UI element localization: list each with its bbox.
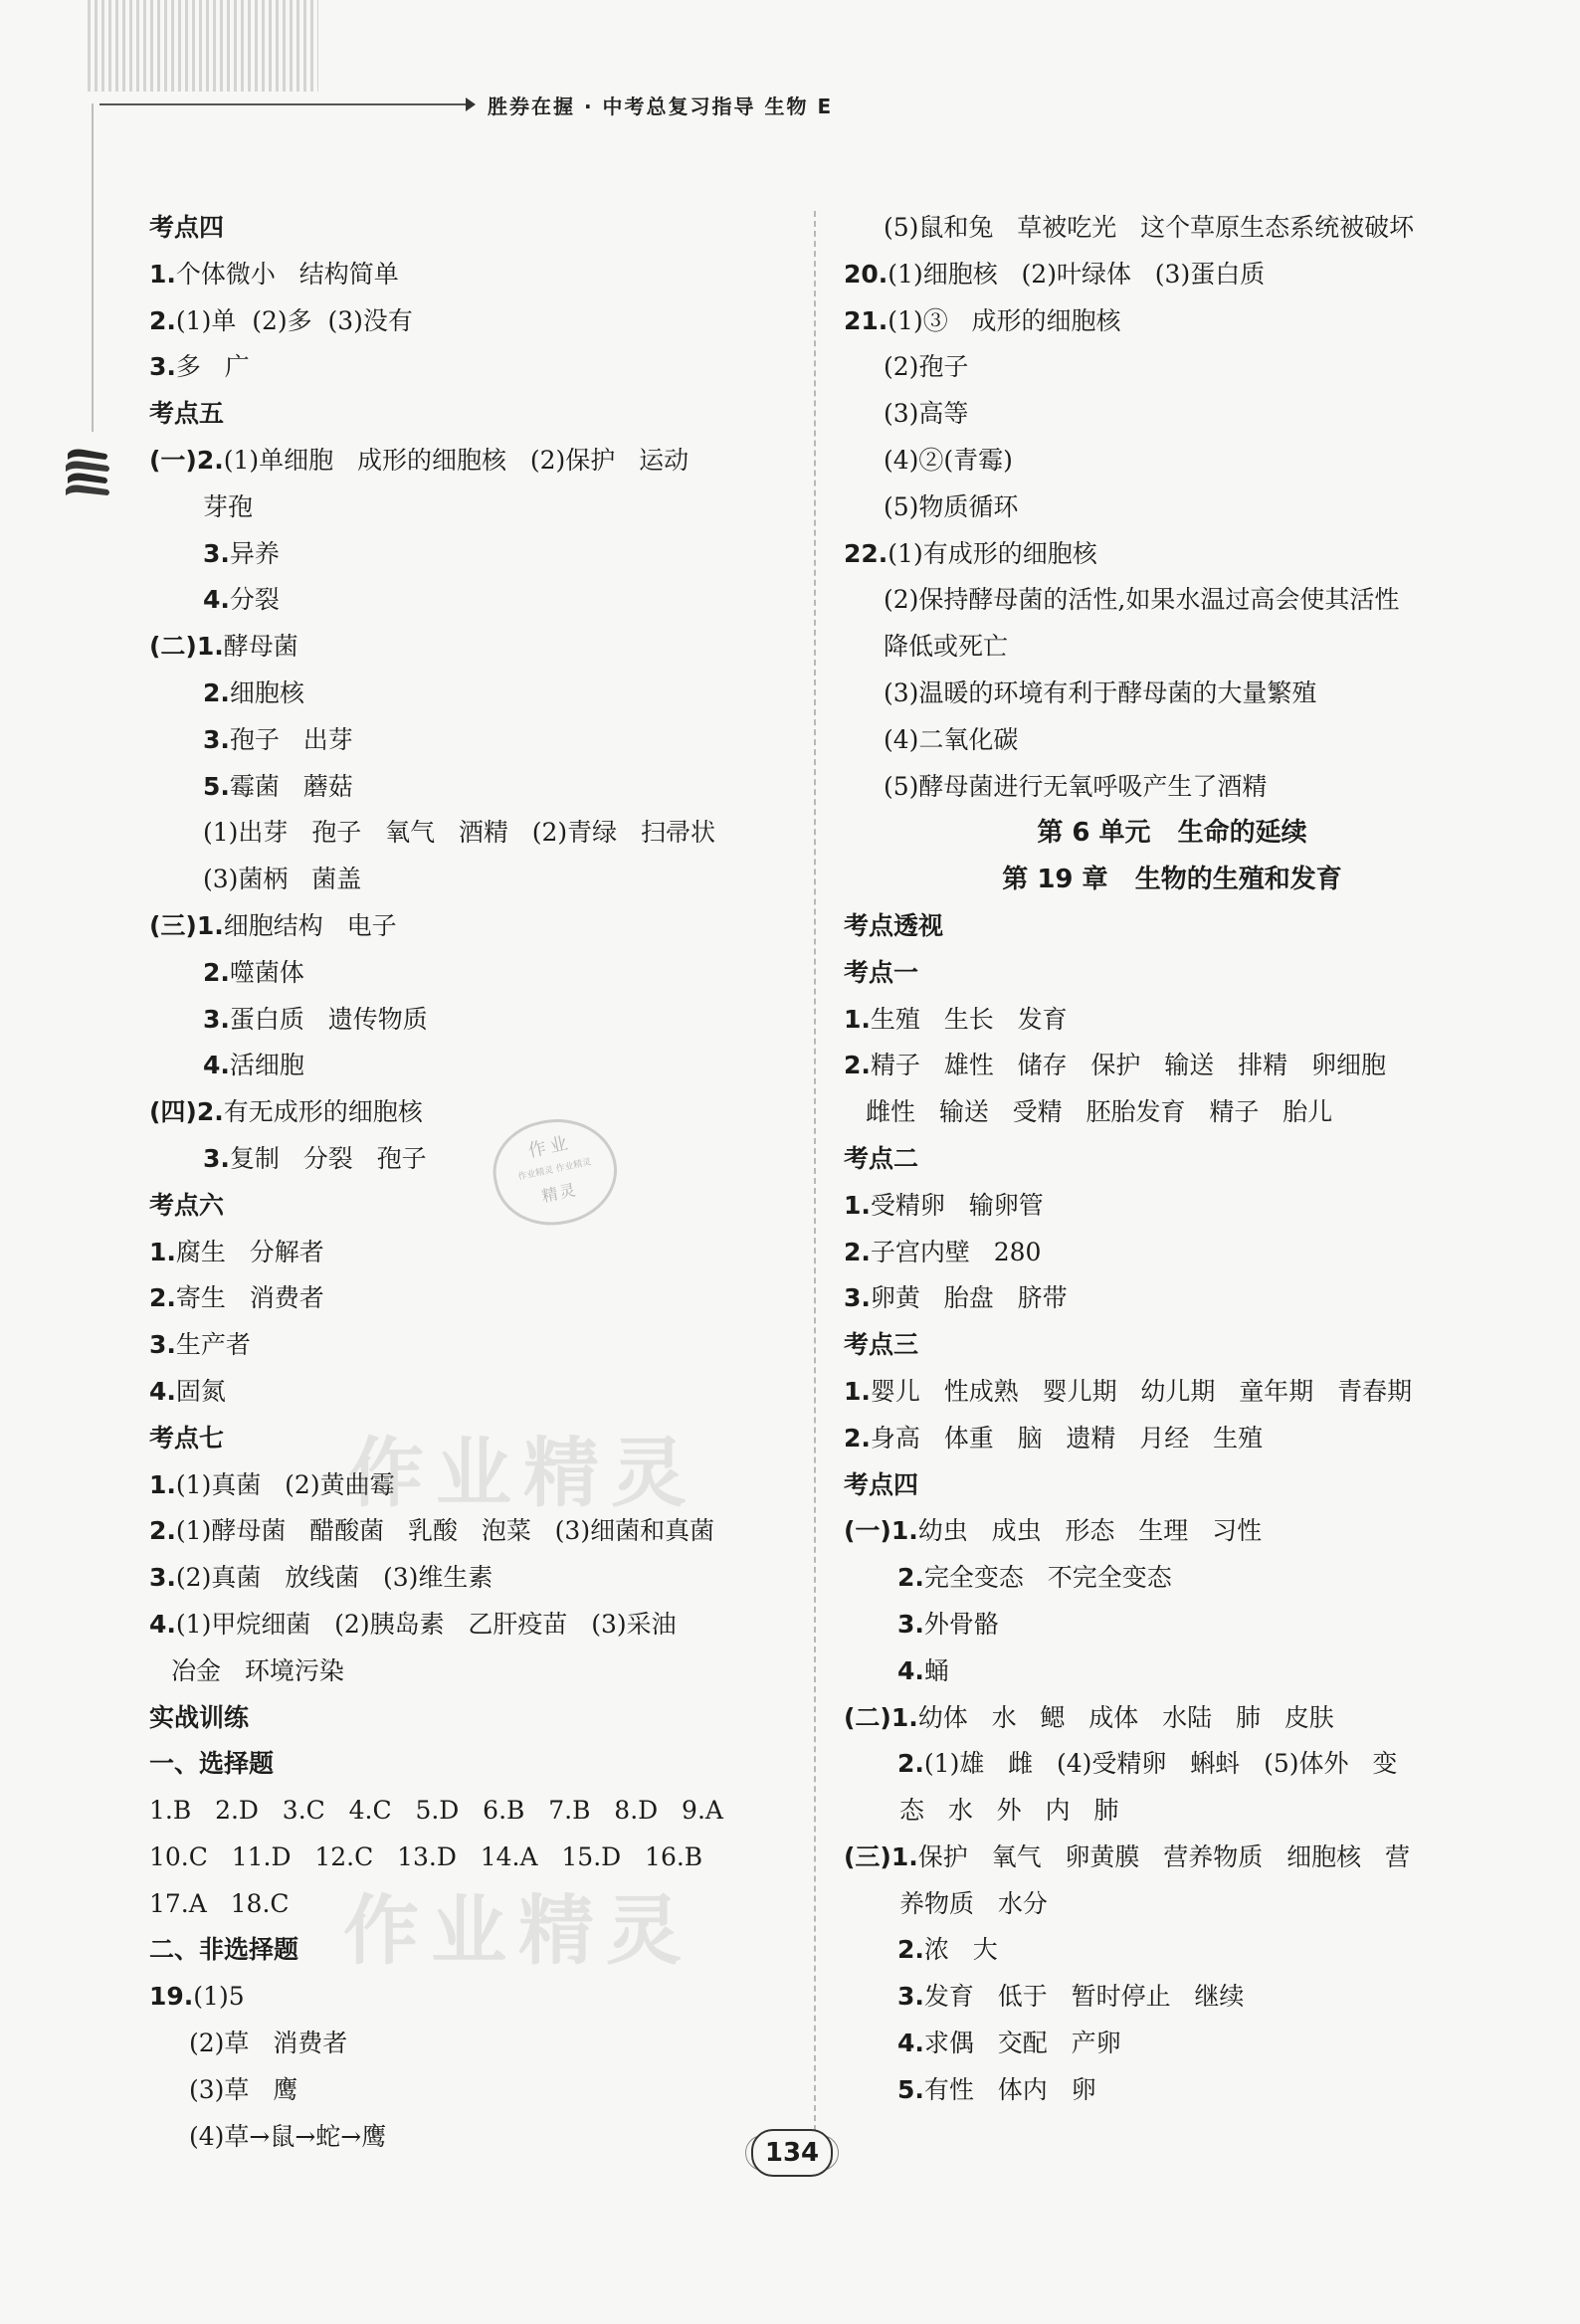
answer-line <box>844 1927 1500 1974</box>
answer-text: 蛋白质 遗传物质 <box>229 1004 428 1034</box>
answer-text: 生产者 <box>175 1330 251 1360</box>
answer-text: 有无成形的细胞核 <box>223 1097 423 1127</box>
answer-text: (1)雄 雌 (4)受精卵 蝌蚪 (5)体外 变 <box>923 1749 1398 1779</box>
answer-text: 幼体 水 鳃 成体 水陆 肺 皮肤 <box>917 1702 1334 1732</box>
section-heading: 考点二 <box>844 1143 919 1173</box>
section-heading: 考点一 <box>844 957 919 987</box>
answer-text: 冶金 环境污染 <box>171 1655 344 1685</box>
answer-line <box>149 997 796 1044</box>
answer-text: (3)温暖的环境有利于酵母菌的大量繁殖 <box>884 678 1317 707</box>
answer-text: 个体微小 结构简单 <box>175 259 399 289</box>
answer-line <box>844 997 1500 1044</box>
answer-line <box>149 1275 796 1322</box>
item-number: 2. <box>844 1237 871 1266</box>
answer-line <box>844 1369 1500 1416</box>
answer-line <box>149 671 796 717</box>
item-number: 3. <box>149 1330 176 1360</box>
answer-line <box>844 2067 1500 2114</box>
item-number: 2. <box>149 305 176 335</box>
item-number: 2. <box>149 1516 176 1546</box>
answer-text: 态 水 外 内 肺 <box>899 1796 1119 1826</box>
answer-line <box>844 1043 1500 1089</box>
answer-text: 芽孢 <box>203 491 254 521</box>
answer-line <box>844 1183 1500 1230</box>
answer-line <box>149 2067 796 2114</box>
answer-text: 完全变态 不完全变态 <box>923 1563 1172 1593</box>
answer-line <box>844 1089 1500 1136</box>
item-number: 1. <box>844 1004 871 1034</box>
answer-line <box>844 298 1500 345</box>
answer-text: (1)有成形的细胞核 <box>888 538 1097 568</box>
watermark: 作业精灵 <box>348 1429 698 1517</box>
answer-text: 精子 雄性 储存 保护 输送 排精 卵细胞 <box>870 1051 1386 1080</box>
answer-text: 养物质 水分 <box>899 1888 1048 1918</box>
answer-line <box>844 252 1500 298</box>
answer-text: 发育 低于 暂时停止 继续 <box>923 1982 1245 2012</box>
answer-line <box>149 1555 796 1602</box>
chapter-title: 第 19 章 生物的生殖和发育 <box>1002 865 1342 895</box>
answer-text: (1)单 (2)多 (3)没有 <box>175 305 413 335</box>
answer-text: 卵黄 胎盘 脐带 <box>870 1283 1068 1313</box>
item-number: 4. <box>897 2029 924 2058</box>
answer-text: (2)草 消费者 <box>189 2029 348 2058</box>
answer-text: 求偶 交配 产卵 <box>923 2029 1121 2058</box>
answer-line <box>844 1974 1500 2021</box>
answer-line <box>149 1788 796 1835</box>
answer-line <box>844 2021 1500 2067</box>
item-number: 2. <box>897 1563 924 1593</box>
answer-text: 噬菌体 <box>229 957 304 987</box>
answer-text: (3)菌柄 菌盖 <box>203 865 362 894</box>
answer-text: 降低或死亡 <box>884 632 1009 662</box>
answer-line <box>149 1648 796 1695</box>
item-number: 2. <box>203 678 230 707</box>
answer-text: (1)酵母菌 醋酸菌 乳酸 泡菜 (3)细菌和真菌 <box>175 1516 715 1546</box>
item-number: 2. <box>149 1283 176 1313</box>
answer-text: (5)物质循环 <box>884 491 1019 521</box>
header-rule <box>99 103 468 105</box>
item-number: 1. <box>149 1469 176 1499</box>
answer-text: (1)单细胞 成形的细胞核 (2)保护 运动 <box>223 445 690 475</box>
answer-text: 孢子 出芽 <box>229 724 353 754</box>
section-heading: 考点六 <box>149 1190 225 1220</box>
section-heading: 二、非选择题 <box>149 1935 299 1965</box>
answer-text: 细胞核 <box>229 678 304 707</box>
answer-line <box>844 344 1500 391</box>
right-column <box>844 205 1500 2114</box>
section-heading: 考点三 <box>844 1330 919 1360</box>
left-column <box>149 205 796 2160</box>
item-number: 4. <box>149 1376 176 1406</box>
answer-text: (2)真菌 放线菌 (3)维生素 <box>175 1563 494 1593</box>
item-number: (三)1. <box>149 910 224 940</box>
answer-text: (1)真菌 (2)黄曲霉 <box>175 1469 395 1499</box>
running-header: 胜券在握 · 中考总复习指导 生物 E <box>488 95 834 118</box>
answer-line <box>149 344 796 391</box>
answer-line <box>149 1230 796 1276</box>
answer-line <box>844 1555 1500 1602</box>
answer-line <box>844 1741 1500 1788</box>
item-number: 1. <box>844 1190 871 1220</box>
answer-line <box>844 1648 1500 1695</box>
answer-line <box>844 764 1500 811</box>
answer-text: (2)孢子 <box>884 352 969 382</box>
answer-line <box>844 205 1500 252</box>
answer-text: 身高 体重 脑 遗精 月经 生殖 <box>870 1423 1264 1452</box>
answer-text: 分裂 <box>229 585 280 615</box>
answer-line <box>149 810 796 857</box>
section-heading: 一、选择题 <box>149 1749 275 1779</box>
answer-line <box>149 252 796 298</box>
item-number: 3. <box>203 724 230 754</box>
answer-line <box>844 438 1500 484</box>
answer-line <box>149 717 796 764</box>
column-divider <box>814 211 816 2131</box>
answer-line <box>149 1089 796 1136</box>
item-number: (二)1. <box>844 1702 918 1732</box>
chapter-title: 第 6 单元 生命的延续 <box>1037 818 1307 849</box>
section-heading: 考点四 <box>844 1469 919 1499</box>
answer-text: 雌性 输送 受精 胚胎发育 精子 胎儿 <box>866 1097 1333 1127</box>
header-arrow-icon <box>466 97 476 111</box>
item-number: 22. <box>844 538 889 568</box>
side-rule <box>92 103 94 432</box>
answer-line <box>844 717 1500 764</box>
answer-line <box>149 764 796 811</box>
section-heading: 考点五 <box>149 399 225 429</box>
item-number: 4. <box>149 1609 176 1639</box>
answer-text: 幼虫 成虫 形态 生理 习性 <box>917 1516 1263 1546</box>
item-number: 3. <box>897 1982 924 2012</box>
answer-line <box>149 1043 796 1089</box>
page-number: 134 <box>751 2129 833 2177</box>
item-number: 20. <box>844 259 889 289</box>
answer-line <box>149 1974 796 2021</box>
answer-text: 多 广 <box>175 352 250 382</box>
answer-line <box>149 950 796 997</box>
item-number: 2. <box>897 1935 924 1965</box>
answer-text: 酵母菌 <box>223 632 298 662</box>
answer-line <box>844 1695 1500 1742</box>
answer-line <box>149 2021 796 2067</box>
answer-text: 婴儿 性成熟 婴儿期 幼儿期 童年期 青春期 <box>870 1376 1413 1406</box>
answer-line <box>149 577 796 624</box>
answer-text: 17.A 18.C <box>149 1888 290 1918</box>
answer-text: (1)细胞核 (2)叶绿体 (3)蛋白质 <box>888 259 1266 289</box>
item-number: 2. <box>844 1423 871 1452</box>
answer-text: (4)二氧化碳 <box>884 724 1019 754</box>
item-number: 1. <box>149 1237 176 1266</box>
answer-line <box>844 1275 1500 1322</box>
item-number: (一)1. <box>844 1516 918 1546</box>
answer-line <box>149 1136 796 1183</box>
books-icon <box>62 444 113 499</box>
answer-line <box>149 484 796 531</box>
item-number: (一)2. <box>149 445 224 475</box>
item-number: 5. <box>897 2074 924 2104</box>
item-number: 21. <box>844 305 889 335</box>
item-number: 1. <box>844 1376 871 1406</box>
stamp-text: 精灵 <box>539 1179 580 1207</box>
answer-text: (5)鼠和兔 草被吃光 这个草原生态系统被破坏 <box>884 213 1415 242</box>
answer-line <box>149 857 796 903</box>
item-number: 3. <box>897 1609 924 1639</box>
item-number: 3. <box>203 1004 230 1034</box>
watermark: 作业精灵 <box>343 1886 693 1975</box>
answer-line <box>844 1508 1500 1555</box>
answer-line <box>149 298 796 345</box>
item-number: 3. <box>844 1283 871 1313</box>
answer-text: 复制 分裂 孢子 <box>229 1143 427 1173</box>
corner-decoration <box>88 0 318 92</box>
answer-line <box>149 1322 796 1369</box>
answer-text: 保护 氧气 卵黄膜 营养物质 细胞核 营 <box>917 1841 1410 1871</box>
item-number: 3. <box>149 1563 176 1593</box>
answer-text: 1.B 2.D 3.C 4.C 5.D 6.B 7.B 8.D 9.A <box>149 1796 723 1826</box>
answer-line <box>844 1602 1500 1648</box>
item-number: 19. <box>149 1982 194 2012</box>
answer-line <box>844 1881 1500 1928</box>
answer-text: 有性 体内 卵 <box>923 2074 1096 2104</box>
answer-text: 寄生 消费者 <box>175 1283 324 1313</box>
answer-line <box>844 624 1500 671</box>
item-number: 4. <box>203 585 230 615</box>
answer-text: (5)酵母菌进行无氧呼吸产生了酒精 <box>884 771 1268 801</box>
section-heading: 考点透视 <box>844 910 944 940</box>
answer-line <box>149 903 796 950</box>
answer-text: (4)草→鼠→蛇→鹰 <box>189 2121 387 2151</box>
answer-text: (3)高等 <box>884 399 969 429</box>
answer-text: (4)②(青霉) <box>884 445 1013 475</box>
item-number: 3. <box>149 352 176 382</box>
section-heading: 考点四 <box>149 213 225 242</box>
answer-line <box>844 1788 1500 1835</box>
answer-text: 子宫内壁 280 <box>870 1237 1042 1266</box>
item-number: 3. <box>203 1143 230 1173</box>
item-number: 2. <box>844 1051 871 1080</box>
item-number: 4. <box>203 1051 230 1080</box>
answer-text: 霉菌 蘑菇 <box>229 771 353 801</box>
answer-text: (2)保持酵母菌的活性,如果水温过高会使其活性 <box>884 585 1400 615</box>
item-number: (三)1. <box>844 1841 918 1871</box>
answer-text: 固氮 <box>175 1376 226 1406</box>
answer-line <box>149 531 796 578</box>
answer-text: 生殖 生长 发育 <box>870 1004 1068 1034</box>
item-number: 2. <box>203 957 230 987</box>
answer-text: 腐生 分解者 <box>175 1237 324 1266</box>
answer-line <box>149 2114 796 2161</box>
answer-line <box>844 577 1500 624</box>
answer-line <box>149 624 796 671</box>
item-number: (二)1. <box>149 632 224 662</box>
answer-line <box>844 671 1500 717</box>
answer-line <box>844 531 1500 578</box>
answer-text: 受精卵 输卵管 <box>870 1190 1044 1220</box>
answer-text: 活细胞 <box>229 1051 304 1080</box>
item-number: 3. <box>203 538 230 568</box>
item-number: 2. <box>897 1749 924 1779</box>
answer-line <box>844 1835 1500 1881</box>
answer-text: 异养 <box>229 538 280 568</box>
answer-text: (3)草 鹰 <box>189 2074 298 2104</box>
answer-text: 浓 大 <box>923 1935 998 1965</box>
item-number: 5. <box>203 771 230 801</box>
stamp-text: 作业精灵 作业精灵 <box>516 1157 593 1183</box>
answer-text: 10.C 11.D 12.C 13.D 14.A 15.D 16.B <box>149 1841 703 1871</box>
answer-text: 外骨骼 <box>923 1609 999 1639</box>
answer-text: (1)出芽 孢子 氧气 酒精 (2)青绿 扫帚状 <box>203 818 716 848</box>
item-number: (四)2. <box>149 1097 224 1127</box>
section-heading: 实战训练 <box>149 1702 250 1732</box>
answer-text: (1)5 <box>193 1982 245 2012</box>
item-number: 4. <box>897 1655 924 1685</box>
answer-line <box>149 1602 796 1648</box>
answer-text: 细胞结构 电子 <box>223 910 397 940</box>
item-number: 1. <box>149 259 176 289</box>
answer-text: (1)甲烷细菌 (2)胰岛素 乙肝疫苗 (3)采油 <box>175 1609 677 1639</box>
answer-text: 蛹 <box>923 1655 949 1685</box>
answer-line <box>149 438 796 484</box>
answer-line <box>844 1416 1500 1462</box>
answer-line <box>149 1369 796 1416</box>
answer-line <box>844 484 1500 531</box>
section-heading: 考点七 <box>149 1423 225 1452</box>
answer-line <box>844 391 1500 438</box>
answer-text: (1)③ 成形的细胞核 <box>888 305 1121 335</box>
stamp-text: 作业 <box>525 1132 574 1162</box>
answer-line <box>844 1230 1500 1276</box>
